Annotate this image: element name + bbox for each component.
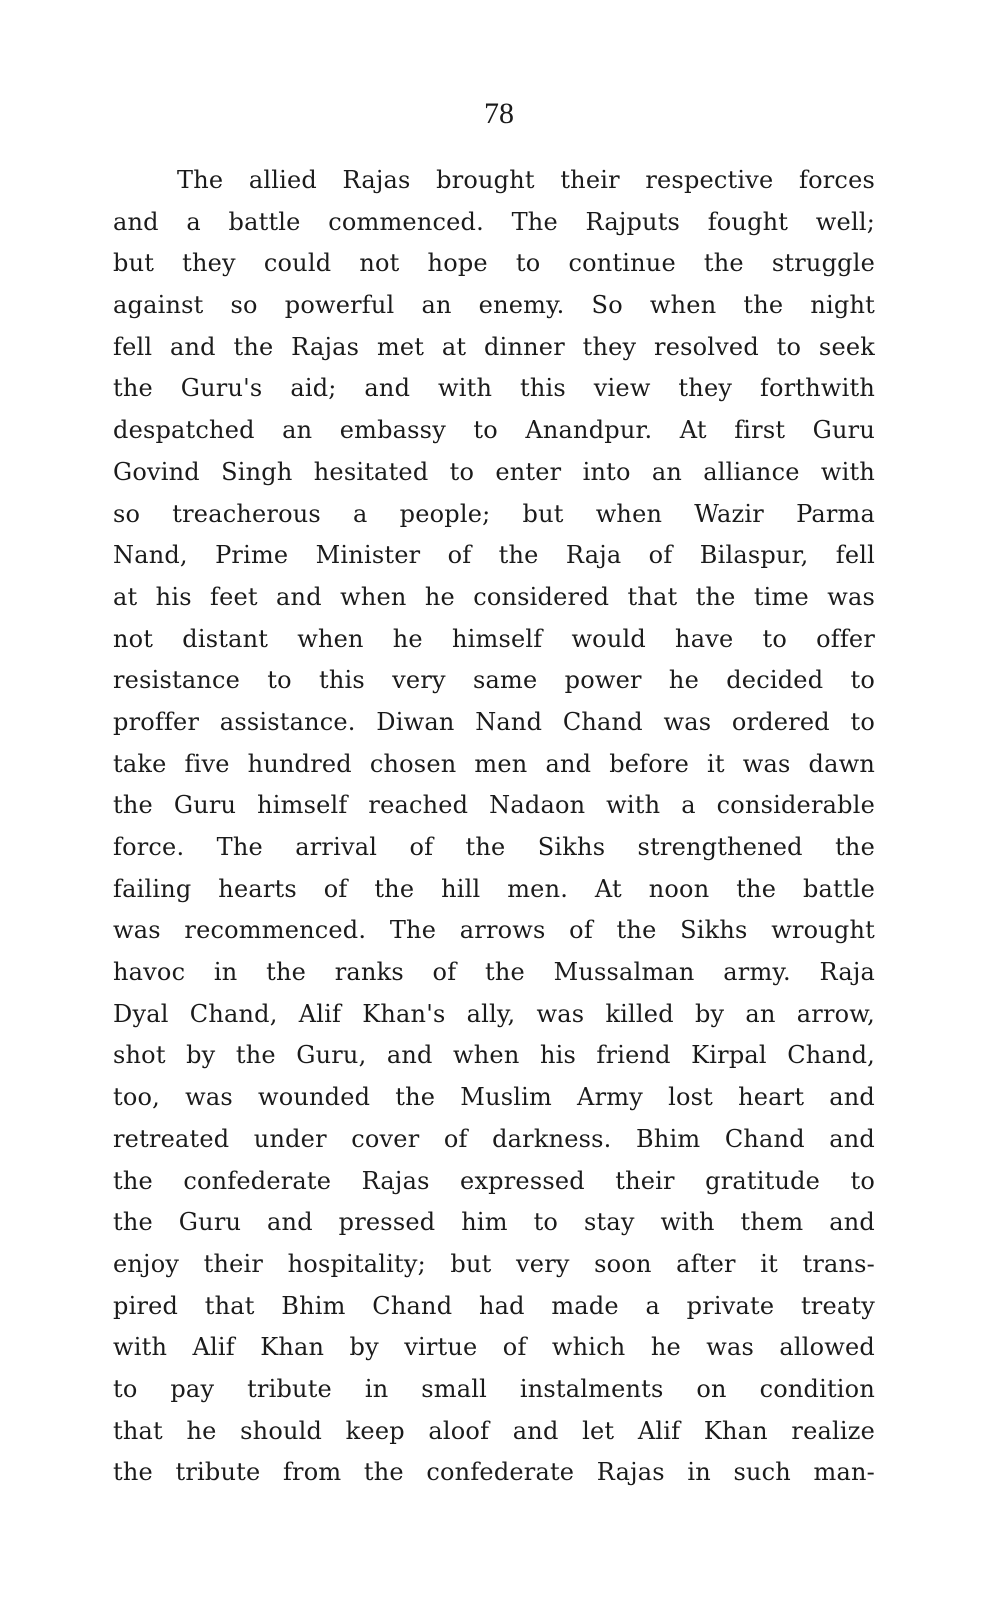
page-number: 78 bbox=[484, 97, 514, 130]
text-line: not distant when he himself would have to offer bbox=[113, 624, 875, 653]
text-line: that he should keep aloof and let Alif Khan realize bbox=[113, 1416, 875, 1445]
text-line: the Guru himself reached Nadaon with a considerable bbox=[113, 791, 875, 820]
text-line: force. The arrival of the Sikhs strengthened the bbox=[113, 833, 875, 861]
text-line: fell and the Rajas met at dinner they resolved to seek bbox=[113, 332, 875, 361]
text-line: take five hundred chosen men and before it was dawn bbox=[113, 749, 875, 778]
text-line: pired that Bhim Chand had made a private treaty bbox=[113, 1291, 875, 1320]
text-line: too, was wounded the Muslim Army lost heart and bbox=[113, 1083, 875, 1112]
text-line: havoc in the ranks of the Mussalman army. Raja bbox=[113, 958, 875, 987]
text-line: but they could not hope to continue the struggle bbox=[113, 249, 875, 278]
text-line: the confederate Rajas expressed their gratitude to bbox=[113, 1166, 875, 1195]
text-line: to pay tribute in small instalments on condition bbox=[113, 1374, 875, 1403]
text-line: the Guru's aid; and with this view they forthwith bbox=[113, 374, 875, 403]
body-paragraph bbox=[113, 160, 875, 1494]
text-line: failing hearts of the hill men. At noon the battle bbox=[113, 874, 875, 903]
text-line: resistance to this very same power he decided to bbox=[113, 666, 875, 695]
text-line: proffer assistance. Diwan Nand Chand was ordered to bbox=[113, 707, 875, 736]
text-line: The allied Rajas brought their respective forces bbox=[177, 166, 875, 194]
text-line: with Alif Khan by virtue of which he was allowed bbox=[113, 1333, 875, 1362]
text-line: Nand, Prime Minister of the Raja of Bilaspur, fell bbox=[113, 541, 875, 570]
text-line: the Guru and pressed him to stay with them and bbox=[113, 1208, 875, 1237]
text-line: enjoy their hospitality; but very soon after it trans- bbox=[113, 1249, 875, 1278]
text-line: Dyal Chand, Alif Khan's ally, was killed by an arrow, bbox=[113, 999, 875, 1028]
text-line: so treacherous a people; but when Wazir Parma bbox=[113, 499, 875, 528]
text-line: the tribute from the confederate Rajas in such man- bbox=[113, 1458, 875, 1487]
text-line: and a battle commenced. The Rajputs fought well; bbox=[113, 207, 875, 236]
text-line: despatched an embassy to Anandpur. At first Guru bbox=[113, 416, 875, 445]
text-line: at his feet and when he considered that the time was bbox=[113, 582, 875, 611]
text-line: was recommenced. The arrows of the Sikhs wrought bbox=[113, 916, 875, 945]
text-line: retreated under cover of darkness. Bhim Chand and bbox=[113, 1124, 875, 1153]
text-line: Govind Singh hesitated to enter into an alliance with bbox=[113, 457, 875, 486]
text-line: against so powerful an enemy. So when the night bbox=[113, 291, 875, 320]
text-line: shot by the Guru, and when his friend Kirpal Chand, bbox=[113, 1041, 875, 1070]
